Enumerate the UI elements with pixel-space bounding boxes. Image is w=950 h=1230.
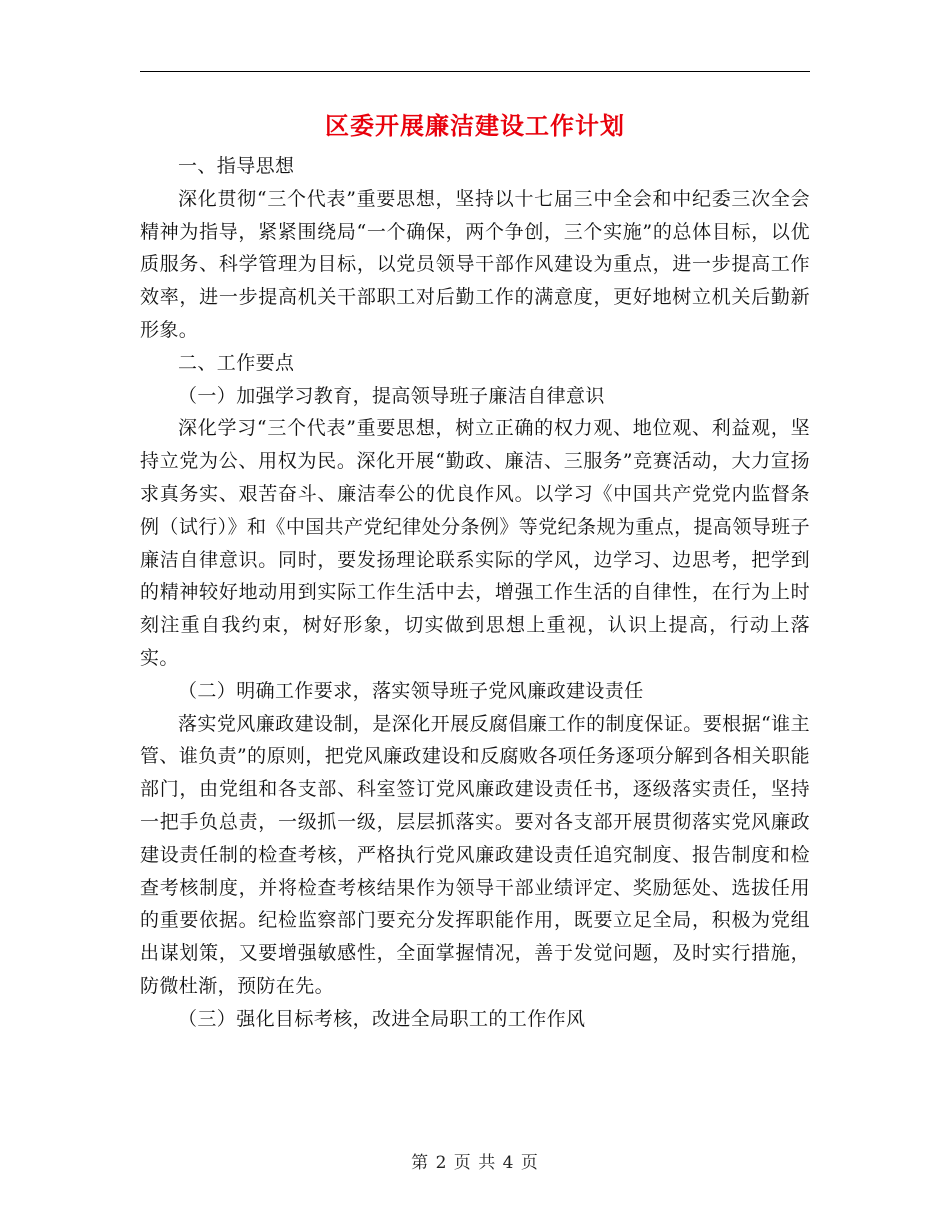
subsection-heading-3: （三）强化目标考核，改进全局职工的工作作风 xyxy=(178,1007,586,1030)
document-body xyxy=(140,150,810,1036)
paragraph-subsection-1: 深化学习“三个代表”重要思想，树立正确的权力观、地位观、利益观，坚持立党为公、用权为民。深化开展“勤政、廉洁、三服务”竞赛活动，大力宣扬求真务实、艰苦奋斗、廉洁奉公的优良作风。以学习《中国共产党党内监督条例（试行）》和《中国共产党纪律处分条例》等党纪条规为重点，提高领导班子廉洁自律意识。同时，要发扬理论联系实际的学风，边学习、边思考，把学到的精神较好地动用到实际工作生活中去，增强工作生活的自律性，在行为上时刻注重自我约束，树好形象，切实做到思想上重视，认识上提高，行动上落实。 xyxy=(140,417,810,669)
subsection-heading-2: （二）明确工作要求，落实领导班子党风廉政建设责任 xyxy=(178,679,644,702)
header-rule xyxy=(140,71,810,72)
subsection-heading-1: （一）加强学习教育，提高领导班子廉洁自律意识 xyxy=(178,384,605,407)
paragraph-guiding-thought: 深化贯彻“三个代表”重要思想，坚持以十七届三中全会和中纪委三次全会精神为指导，紧紧围绕局“一个确保，两个争创，三个实施”的总体目标，以优质服务、科学管理为目标，以党员领导干部作风建设为重点，进一步提高工作效率，进一步提高机关干部职工对后勤工作的满意度，更好地树立机关后勤新形象。 xyxy=(140,187,810,341)
page-footer: 第 2 页 共 4 页 xyxy=(411,1153,539,1173)
section-heading-work-points: 二、工作要点 xyxy=(178,351,295,374)
document-title: 区委开展廉洁建设工作计划 xyxy=(325,111,625,140)
section-heading-guiding-thought: 一、指导思想 xyxy=(178,155,295,177)
paragraph-subsection-2: 落实党风廉政建设制，是深化开展反腐倡廉工作的制度保证。要根据“谁主管、谁负责”的原则，把党风廉政建设和反腐败各项任务逐项分解到各相关职能部门，由党组和各支部、科室签订党风廉政建设责任书，逐级落实责任，坚持一把手负总责，一级抓一级，层层抓落实。要对各支部开展贯彻落实党风廉政建设责任制的检查考核，严格执行党风廉政建设责任追究制度、报告制度和检查考核制度，并将检查考核结果作为领导干部业绩评定、奖励惩处、选拔任用的重要依据。纪检监察部门要充分发挥职能作用，既要立足全局，积极为党组出谋划策，又要增强敏感性，全面掌握情况，善于发觉问题，及时实行措施，防微杜渐，预防在先。 xyxy=(140,712,810,997)
